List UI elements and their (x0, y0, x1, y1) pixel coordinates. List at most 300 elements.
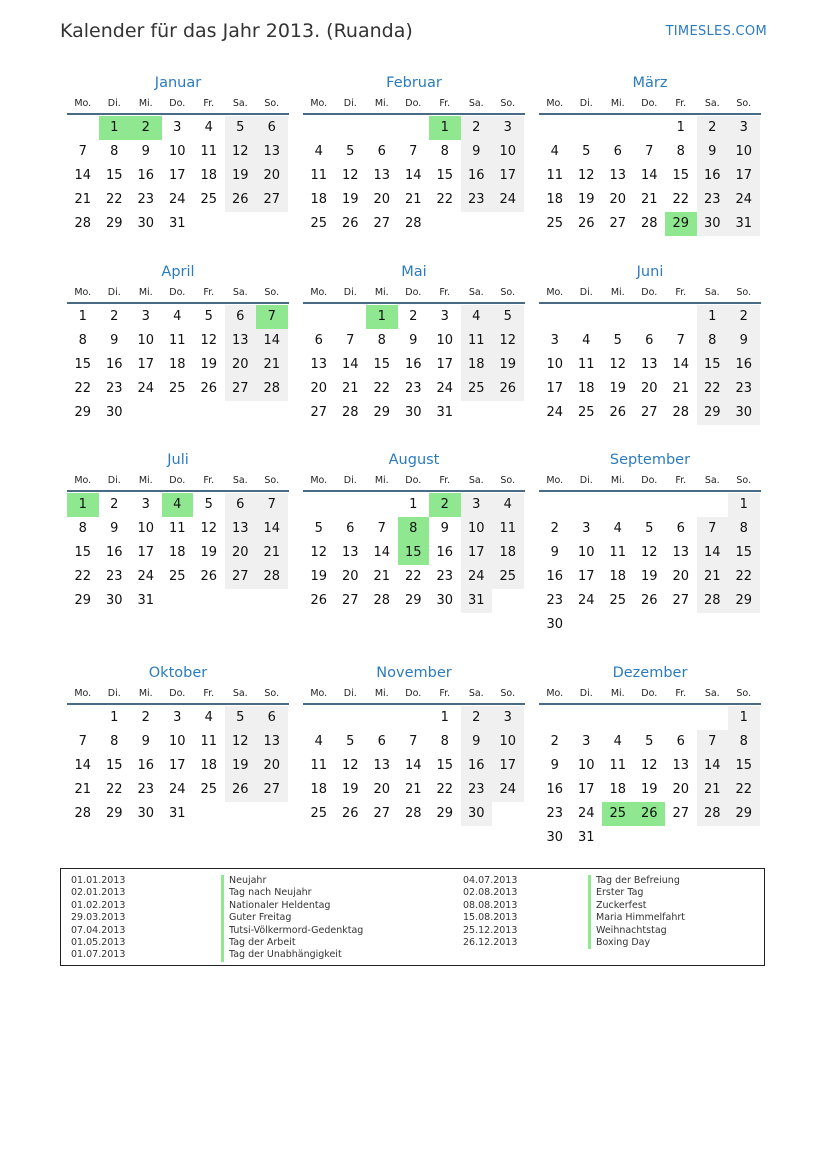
day-cell[interactable]: 19 (341, 192, 359, 207)
day-cell[interactable]: 27 (672, 593, 690, 608)
day-cell[interactable]: 29 (404, 593, 422, 608)
day-cell[interactable]: 25 (609, 593, 627, 608)
day-cell[interactable]: 23 (697, 188, 729, 212)
day-cell[interactable]: 16 (546, 569, 564, 584)
day-cell[interactable]: 13 (225, 517, 257, 541)
day-cell[interactable]: 17 (168, 758, 186, 773)
day-cell[interactable]: 14 (256, 329, 288, 353)
day-cell[interactable]: 16 (461, 164, 493, 188)
day-cell[interactable]: 9 (461, 730, 493, 754)
day-cell[interactable]: 2 (461, 706, 493, 730)
day-cell[interactable]: 6 (256, 706, 288, 730)
day-cell[interactable]: 6 (613, 144, 622, 159)
day-cell[interactable]: 7 (697, 517, 729, 541)
day-cell[interactable]: 21 (640, 192, 658, 207)
day-cell[interactable]: 8 (440, 734, 449, 749)
day-cell[interactable]: 27 (373, 216, 391, 231)
day-cell[interactable]: 26 (492, 377, 524, 401)
day-cell[interactable]: 28 (74, 216, 92, 231)
day-cell[interactable]: 14 (404, 758, 422, 773)
day-cell[interactable]: 12 (310, 545, 328, 560)
day-cell[interactable]: 19 (492, 353, 524, 377)
day-cell[interactable]: 3 (582, 734, 591, 749)
day-cell[interactable]: 1 (728, 706, 760, 730)
day-cell[interactable]: 16 (697, 164, 729, 188)
day-cell[interactable]: 10 (492, 140, 524, 164)
day-cell[interactable]: 16 (137, 168, 155, 183)
day-cell[interactable]: 17 (577, 569, 595, 584)
day-cell[interactable]: 24 (492, 778, 524, 802)
day-cell[interactable]: 9 (440, 521, 449, 536)
day-cell[interactable]: 28 (404, 806, 422, 821)
day-cell[interactable]: 21 (74, 192, 92, 207)
day-cell[interactable]: 24 (168, 782, 186, 797)
day-cell[interactable]: 4 (582, 333, 591, 348)
day-cell[interactable]: 20 (609, 192, 627, 207)
day-cell[interactable]: 15 (74, 545, 92, 560)
day-cell[interactable]: 28 (697, 589, 729, 613)
day-cell[interactable]: 7 (676, 333, 685, 348)
day-cell[interactable]: 6 (377, 734, 386, 749)
day-cell[interactable]: 18 (200, 758, 218, 773)
day-cell[interactable]: 23 (105, 381, 123, 396)
day-cell[interactable]: 31 (461, 589, 493, 613)
day-cell[interactable]: 11 (168, 521, 186, 536)
day-cell[interactable]: 7 (78, 734, 87, 749)
day-cell[interactable]: 22 (697, 377, 729, 401)
day-cell[interactable]: 24 (168, 192, 186, 207)
day-cell[interactable]: 31 (577, 830, 595, 845)
day-cell[interactable]: 12 (225, 730, 257, 754)
day-cell[interactable]: 22 (436, 192, 454, 207)
day-cell[interactable]: 19 (310, 569, 328, 584)
day-cell[interactable]: 13 (341, 545, 359, 560)
day-cell[interactable]: 5 (492, 305, 524, 329)
day-cell[interactable]: 10 (577, 758, 595, 773)
day-cell[interactable]: 26 (609, 405, 627, 420)
day-cell[interactable]: 6 (256, 116, 288, 140)
day-cell[interactable]: 11 (200, 734, 218, 749)
day-cell[interactable]: 22 (74, 381, 92, 396)
day-cell[interactable]: 27 (341, 593, 359, 608)
day-cell[interactable]: 12 (640, 758, 658, 773)
day-cell[interactable]: 15 (697, 353, 729, 377)
day-cell[interactable]: 13 (672, 545, 690, 560)
day-cell[interactable]: 4 (204, 710, 213, 725)
day-cell[interactable]: 28 (256, 565, 288, 589)
day-cell[interactable]: 4 (173, 309, 182, 324)
day-cell[interactable]: 9 (697, 140, 729, 164)
day-cell[interactable]: 1 (697, 305, 729, 329)
day-cell[interactable]: 12 (640, 545, 658, 560)
day-cell[interactable]: 24 (577, 806, 595, 821)
day-cell[interactable]: 25 (200, 782, 218, 797)
day-cell[interactable]: 25 (492, 565, 524, 589)
day-cell[interactable]: 11 (461, 329, 493, 353)
day-cell[interactable]: 19 (640, 569, 658, 584)
holiday-day-cell[interactable]: 2 (130, 116, 162, 140)
day-cell[interactable]: 7 (645, 144, 654, 159)
day-cell[interactable]: 15 (672, 168, 690, 183)
day-cell[interactable]: 11 (609, 545, 627, 560)
day-cell[interactable]: 28 (697, 802, 729, 826)
day-cell[interactable]: 13 (640, 357, 658, 372)
day-cell[interactable]: 18 (310, 782, 328, 797)
day-cell[interactable]: 21 (697, 778, 729, 802)
day-cell[interactable]: 5 (582, 144, 591, 159)
day-cell[interactable]: 12 (341, 758, 359, 773)
day-cell[interactable]: 13 (310, 357, 328, 372)
day-cell[interactable]: 28 (672, 405, 690, 420)
day-cell[interactable]: 21 (404, 192, 422, 207)
day-cell[interactable]: 19 (225, 164, 257, 188)
day-cell[interactable]: 19 (200, 357, 218, 372)
day-cell[interactable]: 7 (346, 333, 355, 348)
day-cell[interactable]: 16 (105, 545, 123, 560)
holiday-day-cell[interactable]: 1 (67, 493, 99, 517)
day-cell[interactable]: 29 (697, 401, 729, 425)
day-cell[interactable]: 11 (168, 333, 186, 348)
day-cell[interactable]: 17 (492, 754, 524, 778)
day-cell[interactable]: 2 (697, 116, 729, 140)
day-cell[interactable]: 11 (310, 168, 328, 183)
day-cell[interactable]: 1 (440, 710, 449, 725)
day-cell[interactable]: 17 (137, 357, 155, 372)
day-cell[interactable]: 26 (577, 216, 595, 231)
day-cell[interactable]: 12 (200, 521, 218, 536)
day-cell[interactable]: 14 (74, 758, 92, 773)
day-cell[interactable]: 5 (645, 734, 654, 749)
day-cell[interactable]: 20 (256, 754, 288, 778)
holiday-day-cell[interactable]: 1 (429, 116, 461, 140)
day-cell[interactable]: 28 (373, 593, 391, 608)
day-cell[interactable]: 5 (225, 706, 257, 730)
day-cell[interactable]: 10 (577, 545, 595, 560)
day-cell[interactable]: 1 (728, 493, 760, 517)
day-cell[interactable]: 5 (645, 521, 654, 536)
holiday-day-cell[interactable]: 2 (429, 493, 461, 517)
day-cell[interactable]: 30 (728, 401, 760, 425)
day-cell[interactable]: 20 (225, 353, 257, 377)
day-cell[interactable]: 6 (314, 333, 323, 348)
day-cell[interactable]: 30 (436, 593, 454, 608)
day-cell[interactable]: 22 (728, 565, 760, 589)
day-cell[interactable]: 21 (404, 782, 422, 797)
day-cell[interactable]: 6 (346, 521, 355, 536)
day-cell[interactable]: 18 (492, 541, 524, 565)
holiday-day-cell[interactable]: 8 (398, 517, 430, 541)
day-cell[interactable]: 6 (377, 144, 386, 159)
day-cell[interactable]: 26 (200, 381, 218, 396)
day-cell[interactable]: 5 (613, 333, 622, 348)
day-cell[interactable]: 3 (492, 116, 524, 140)
day-cell[interactable]: 28 (404, 216, 422, 231)
day-cell[interactable]: 21 (341, 381, 359, 396)
day-cell[interactable]: 13 (609, 168, 627, 183)
day-cell[interactable]: 22 (373, 381, 391, 396)
holiday-day-cell[interactable]: 4 (162, 493, 194, 517)
day-cell[interactable]: 1 (110, 710, 119, 725)
day-cell[interactable]: 20 (672, 782, 690, 797)
day-cell[interactable]: 19 (200, 545, 218, 560)
day-cell[interactable]: 14 (640, 168, 658, 183)
day-cell[interactable]: 6 (225, 305, 257, 329)
day-cell[interactable]: 5 (204, 497, 213, 512)
day-cell[interactable]: 31 (137, 593, 155, 608)
day-cell[interactable]: 27 (256, 188, 288, 212)
day-cell[interactable]: 23 (436, 569, 454, 584)
day-cell[interactable]: 3 (173, 120, 182, 135)
day-cell[interactable]: 13 (225, 329, 257, 353)
day-cell[interactable]: 4 (314, 144, 323, 159)
holiday-day-cell[interactable]: 7 (256, 305, 288, 329)
day-cell[interactable]: 6 (645, 333, 654, 348)
day-cell[interactable]: 2 (110, 309, 119, 324)
day-cell[interactable]: 3 (440, 309, 449, 324)
day-cell[interactable]: 4 (492, 493, 524, 517)
day-cell[interactable]: 9 (409, 333, 418, 348)
day-cell[interactable]: 8 (78, 521, 87, 536)
day-cell[interactable]: 21 (256, 353, 288, 377)
day-cell[interactable]: 30 (137, 216, 155, 231)
day-cell[interactable]: 10 (436, 333, 454, 348)
day-cell[interactable]: 8 (676, 144, 685, 159)
day-cell[interactable]: 17 (492, 164, 524, 188)
day-cell[interactable]: 25 (168, 569, 186, 584)
day-cell[interactable]: 17 (137, 545, 155, 560)
day-cell[interactable]: 13 (256, 140, 288, 164)
day-cell[interactable]: 14 (74, 168, 92, 183)
day-cell[interactable]: 2 (409, 309, 418, 324)
day-cell[interactable]: 23 (105, 569, 123, 584)
day-cell[interactable]: 16 (105, 357, 123, 372)
day-cell[interactable]: 2 (550, 521, 559, 536)
day-cell[interactable]: 22 (105, 782, 123, 797)
day-cell[interactable]: 26 (341, 806, 359, 821)
day-cell[interactable]: 23 (461, 188, 493, 212)
day-cell[interactable]: 22 (728, 778, 760, 802)
day-cell[interactable]: 28 (256, 377, 288, 401)
day-cell[interactable]: 6 (676, 734, 685, 749)
day-cell[interactable]: 9 (461, 140, 493, 164)
brand-logo-text[interactable]: TIMESLES.COM (665, 24, 767, 39)
day-cell[interactable]: 2 (550, 734, 559, 749)
day-cell[interactable]: 9 (141, 144, 150, 159)
day-cell[interactable]: 23 (404, 381, 422, 396)
day-cell[interactable]: 22 (105, 192, 123, 207)
day-cell[interactable]: 5 (204, 309, 213, 324)
day-cell[interactable]: 29 (728, 802, 760, 826)
day-cell[interactable]: 15 (105, 758, 123, 773)
day-cell[interactable]: 8 (728, 517, 760, 541)
day-cell[interactable]: 27 (310, 405, 328, 420)
day-cell[interactable]: 29 (436, 806, 454, 821)
day-cell[interactable]: 12 (200, 333, 218, 348)
day-cell[interactable]: 13 (373, 758, 391, 773)
day-cell[interactable]: 7 (409, 734, 418, 749)
day-cell[interactable]: 26 (225, 778, 257, 802)
day-cell[interactable]: 19 (341, 782, 359, 797)
day-cell[interactable]: 26 (225, 188, 257, 212)
day-cell[interactable]: 4 (461, 305, 493, 329)
day-cell[interactable]: 22 (436, 782, 454, 797)
day-cell[interactable]: 5 (346, 144, 355, 159)
day-cell[interactable]: 9 (141, 734, 150, 749)
day-cell[interactable]: 28 (341, 405, 359, 420)
day-cell[interactable]: 19 (640, 782, 658, 797)
day-cell[interactable]: 2 (728, 305, 760, 329)
day-cell[interactable]: 30 (546, 830, 564, 845)
day-cell[interactable]: 7 (78, 144, 87, 159)
day-cell[interactable]: 8 (697, 329, 729, 353)
day-cell[interactable]: 25 (577, 405, 595, 420)
day-cell[interactable]: 17 (436, 357, 454, 372)
day-cell[interactable]: 3 (141, 497, 150, 512)
day-cell[interactable]: 27 (225, 565, 257, 589)
day-cell[interactable]: 26 (310, 593, 328, 608)
day-cell[interactable]: 27 (256, 778, 288, 802)
day-cell[interactable]: 23 (137, 782, 155, 797)
day-cell[interactable]: 3 (492, 706, 524, 730)
day-cell[interactable]: 18 (609, 569, 627, 584)
day-cell[interactable]: 31 (728, 212, 760, 236)
day-cell[interactable]: 15 (74, 357, 92, 372)
day-cell[interactable]: 4 (550, 144, 559, 159)
day-cell[interactable]: 25 (461, 377, 493, 401)
day-cell[interactable]: 24 (137, 381, 155, 396)
day-cell[interactable]: 15 (728, 754, 760, 778)
day-cell[interactable]: 5 (225, 116, 257, 140)
day-cell[interactable]: 28 (74, 806, 92, 821)
day-cell[interactable]: 19 (609, 381, 627, 396)
day-cell[interactable]: 30 (546, 617, 564, 632)
day-cell[interactable]: 25 (310, 806, 328, 821)
day-cell[interactable]: 20 (373, 782, 391, 797)
day-cell[interactable]: 16 (461, 754, 493, 778)
holiday-day-cell[interactable]: 26 (634, 802, 666, 826)
day-cell[interactable]: 14 (373, 545, 391, 560)
day-cell[interactable]: 14 (697, 541, 729, 565)
day-cell[interactable]: 26 (200, 569, 218, 584)
day-cell[interactable]: 5 (346, 734, 355, 749)
day-cell[interactable]: 2 (141, 710, 150, 725)
day-cell[interactable]: 7 (256, 493, 288, 517)
day-cell[interactable]: 20 (672, 569, 690, 584)
day-cell[interactable]: 22 (74, 569, 92, 584)
day-cell[interactable]: 27 (640, 405, 658, 420)
day-cell[interactable]: 8 (110, 144, 119, 159)
day-cell[interactable]: 8 (377, 333, 386, 348)
day-cell[interactable]: 9 (110, 333, 119, 348)
day-cell[interactable]: 20 (256, 164, 288, 188)
day-cell[interactable]: 10 (461, 517, 493, 541)
day-cell[interactable]: 15 (373, 357, 391, 372)
day-cell[interactable]: 22 (672, 192, 690, 207)
day-cell[interactable]: 8 (110, 734, 119, 749)
day-cell[interactable]: 27 (672, 806, 690, 821)
day-cell[interactable]: 12 (492, 329, 524, 353)
day-cell[interactable]: 18 (168, 357, 186, 372)
day-cell[interactable]: 13 (256, 730, 288, 754)
day-cell[interactable]: 12 (609, 357, 627, 372)
day-cell[interactable]: 21 (74, 782, 92, 797)
holiday-day-cell[interactable]: 1 (99, 116, 131, 140)
day-cell[interactable]: 29 (105, 216, 123, 231)
day-cell[interactable]: 14 (256, 517, 288, 541)
day-cell[interactable]: 24 (546, 405, 564, 420)
day-cell[interactable]: 27 (225, 377, 257, 401)
day-cell[interactable]: 27 (373, 806, 391, 821)
day-cell[interactable]: 3 (582, 521, 591, 536)
day-cell[interactable]: 10 (137, 333, 155, 348)
day-cell[interactable]: 11 (577, 357, 595, 372)
day-cell[interactable]: 3 (728, 116, 760, 140)
day-cell[interactable]: 30 (137, 806, 155, 821)
day-cell[interactable]: 1 (78, 309, 87, 324)
day-cell[interactable]: 30 (404, 405, 422, 420)
day-cell[interactable]: 2 (461, 116, 493, 140)
day-cell[interactable]: 19 (225, 754, 257, 778)
day-cell[interactable]: 26 (640, 593, 658, 608)
day-cell[interactable]: 25 (546, 216, 564, 231)
day-cell[interactable]: 8 (440, 144, 449, 159)
day-cell[interactable]: 9 (110, 521, 119, 536)
day-cell[interactable]: 21 (256, 541, 288, 565)
day-cell[interactable]: 30 (461, 802, 493, 826)
day-cell[interactable]: 18 (168, 545, 186, 560)
day-cell[interactable]: 23 (137, 192, 155, 207)
day-cell[interactable]: 9 (550, 545, 559, 560)
day-cell[interactable]: 16 (436, 545, 454, 560)
day-cell[interactable]: 3 (550, 333, 559, 348)
day-cell[interactable]: 21 (672, 381, 690, 396)
day-cell[interactable]: 9 (550, 758, 559, 773)
day-cell[interactable]: 4 (613, 521, 622, 536)
day-cell[interactable]: 7 (697, 730, 729, 754)
day-cell[interactable]: 29 (373, 405, 391, 420)
day-cell[interactable]: 6 (676, 521, 685, 536)
day-cell[interactable]: 10 (492, 730, 524, 754)
day-cell[interactable]: 16 (137, 758, 155, 773)
day-cell[interactable]: 30 (697, 212, 729, 236)
day-cell[interactable]: 24 (577, 593, 595, 608)
day-cell[interactable]: 31 (168, 216, 186, 231)
day-cell[interactable]: 10 (137, 521, 155, 536)
day-cell[interactable]: 2 (110, 497, 119, 512)
day-cell[interactable]: 5 (314, 521, 323, 536)
day-cell[interactable]: 6 (225, 493, 257, 517)
day-cell[interactable]: 7 (409, 144, 418, 159)
day-cell[interactable]: 16 (546, 782, 564, 797)
day-cell[interactable]: 29 (728, 589, 760, 613)
day-cell[interactable]: 23 (546, 593, 564, 608)
day-cell[interactable]: 1 (409, 497, 418, 512)
day-cell[interactable]: 25 (200, 192, 218, 207)
day-cell[interactable]: 30 (105, 405, 123, 420)
day-cell[interactable]: 11 (492, 517, 524, 541)
day-cell[interactable]: 12 (225, 140, 257, 164)
day-cell[interactable]: 23 (728, 377, 760, 401)
day-cell[interactable]: 21 (373, 569, 391, 584)
day-cell[interactable]: 4 (204, 120, 213, 135)
day-cell[interactable]: 19 (577, 192, 595, 207)
day-cell[interactable]: 18 (200, 168, 218, 183)
day-cell[interactable]: 14 (672, 357, 690, 372)
day-cell[interactable]: 31 (168, 806, 186, 821)
day-cell[interactable]: 9 (728, 329, 760, 353)
day-cell[interactable]: 3 (173, 710, 182, 725)
day-cell[interactable]: 8 (78, 333, 87, 348)
